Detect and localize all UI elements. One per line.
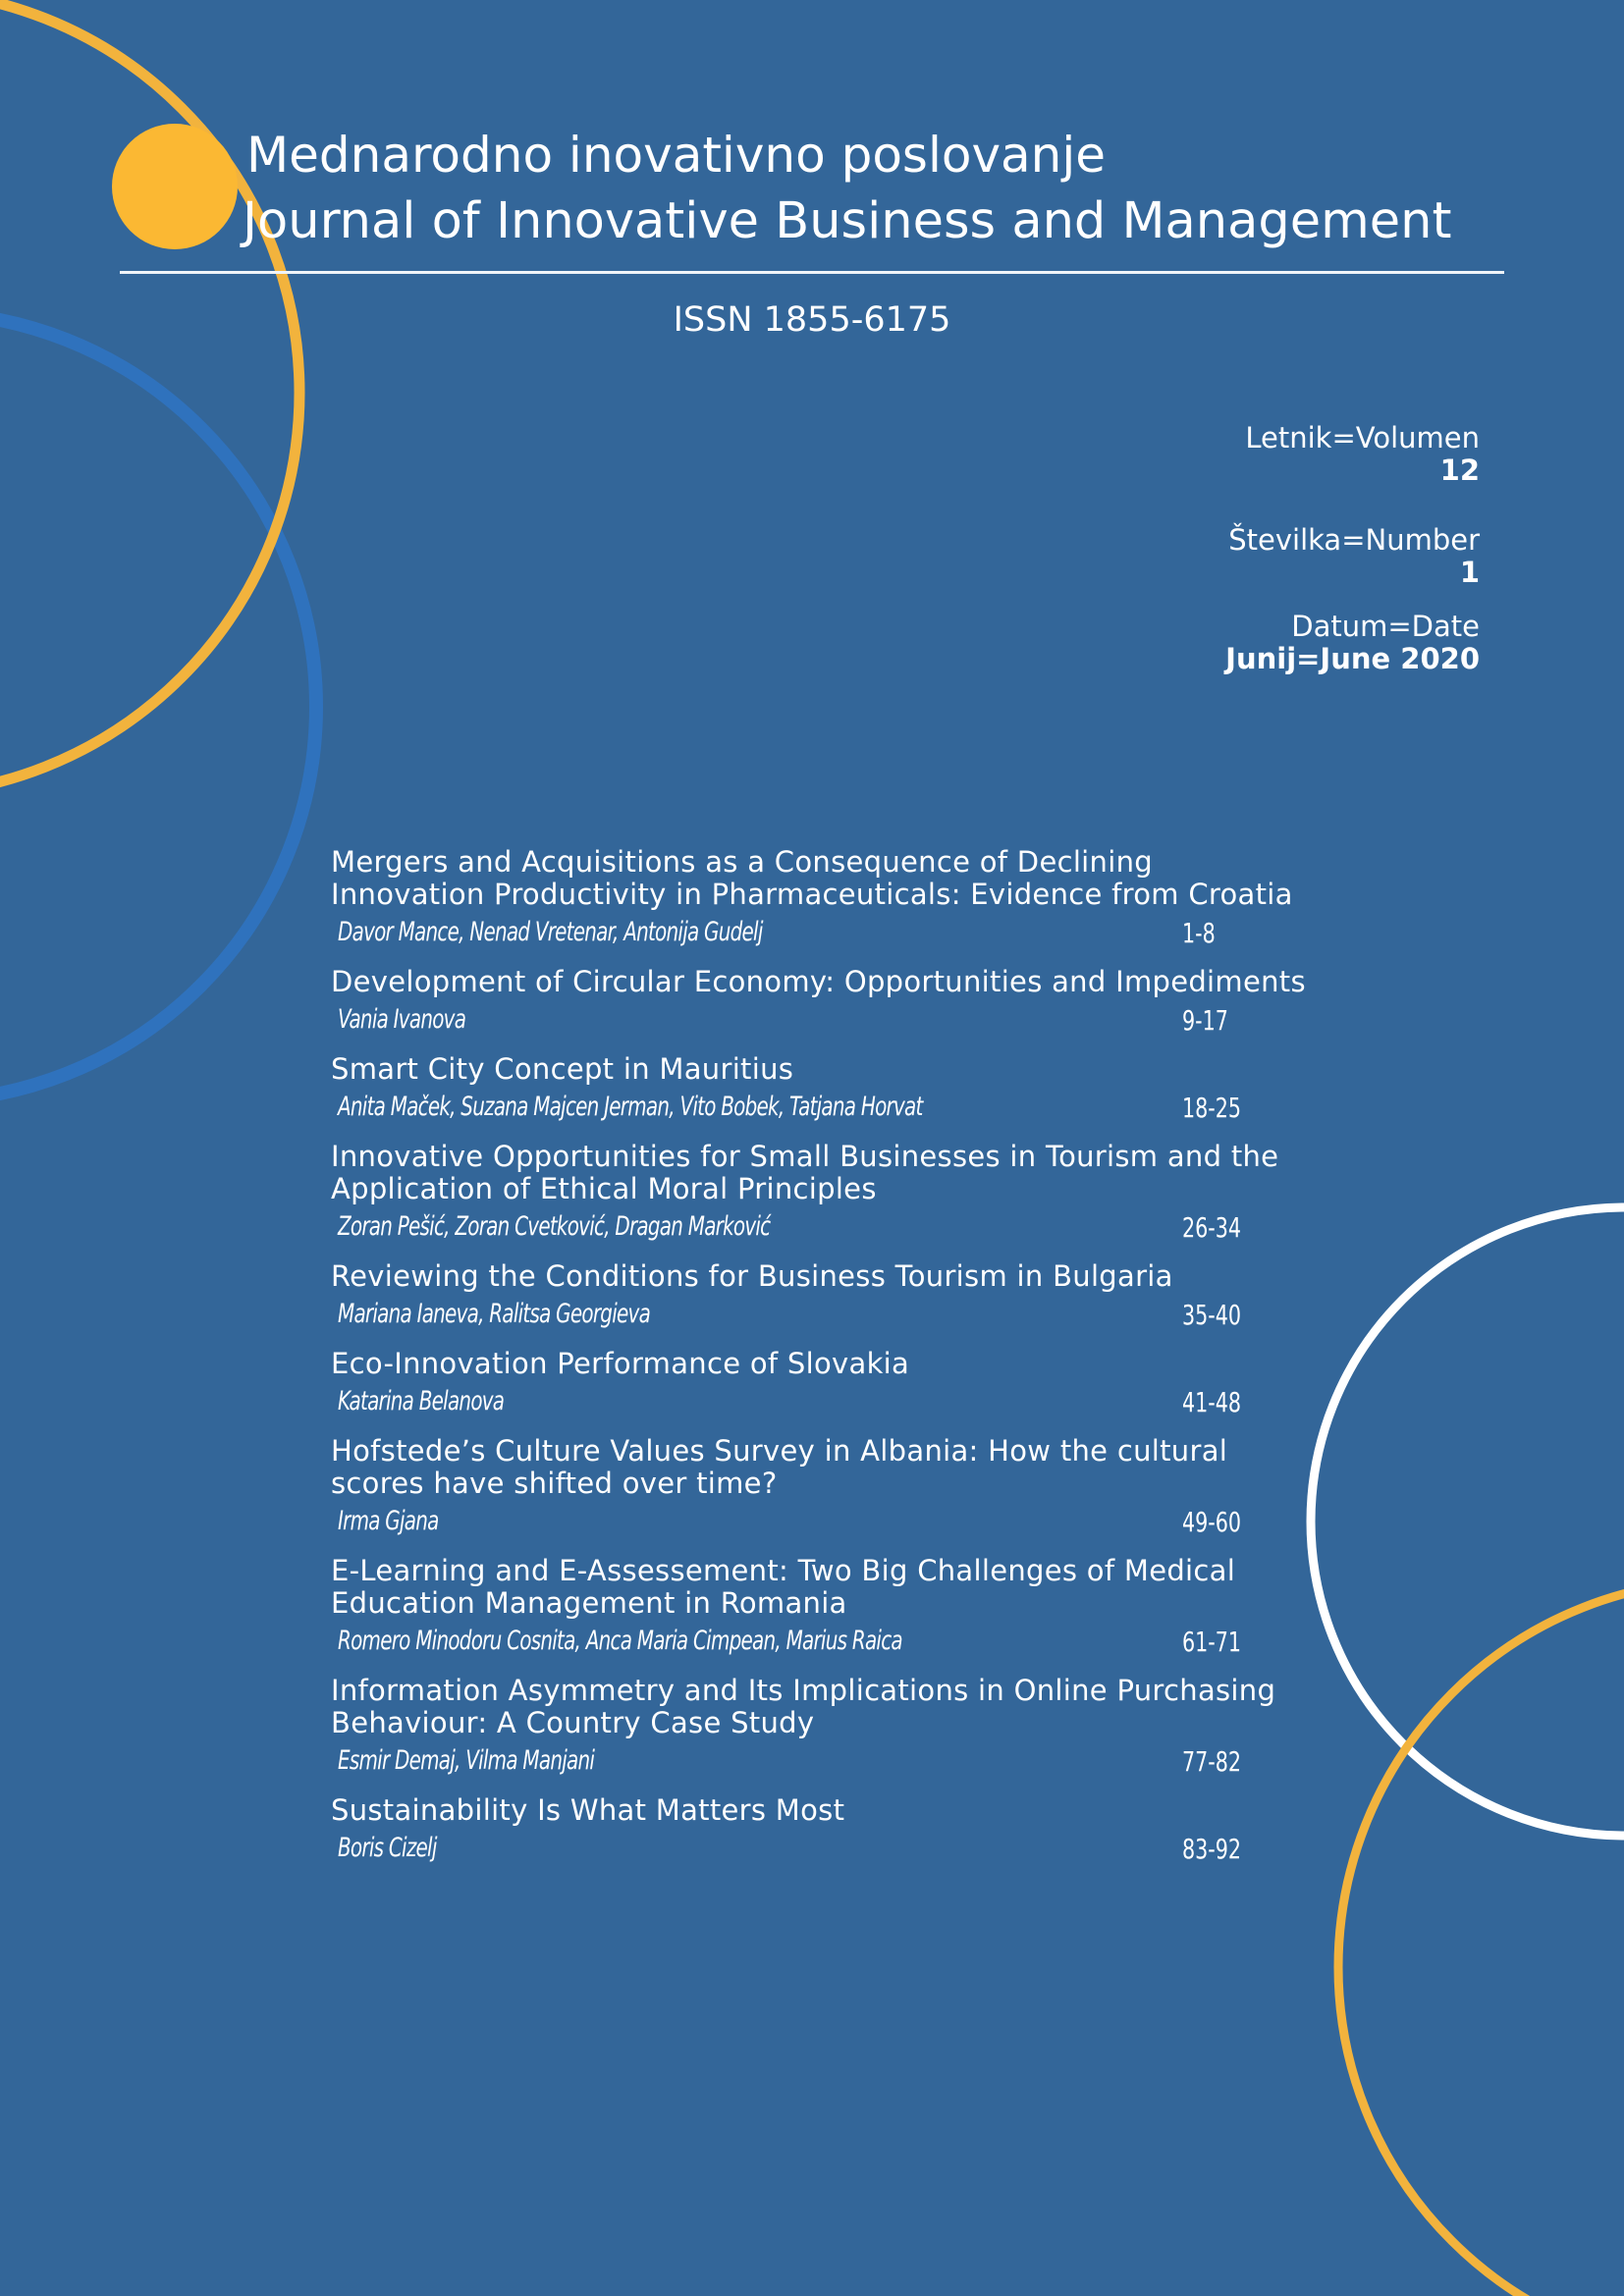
toc-entry (331, 846, 1313, 954)
title-divider (120, 271, 1504, 274)
issn: ISSN 1855-6175 (673, 300, 951, 340)
article-pages: 1-8 (1182, 917, 1216, 949)
toc-entry (331, 1260, 1313, 1336)
article-title: Innovative Opportunities for Small Businesses in Tourism and the Application of Ethical Moral Principles (331, 1140, 1279, 1205)
volume-block (1245, 422, 1480, 487)
journal-title-english: Journal of Innovative Business and Management (243, 192, 1452, 250)
toc-entry (331, 966, 1313, 1041)
date-label: Datum=Date (1291, 610, 1480, 643)
article-authors: Irma Gjana (338, 1506, 439, 1536)
article-title: Reviewing the Conditions for Business Tourism in Bulgaria (331, 1259, 1173, 1293)
article-pages: 41-48 (1182, 1386, 1242, 1418)
article-pages: 49-60 (1182, 1506, 1242, 1538)
article-authors: Anita Maček, Suzana Majcen Jerman, Vito Bobek, Tatjana Horvat (338, 1092, 923, 1122)
article-authors: Mariana Ianeva, Ralitsa Georgieva (338, 1299, 651, 1329)
number-value: 1 (1459, 556, 1480, 589)
article-title: Eco-Innovation Performance of Slovakia (331, 1347, 910, 1380)
article-authors: Davor Mance, Nenad Vretenar, Antonija Gudelj (338, 917, 763, 947)
number-label: Številka=Number (1228, 523, 1480, 557)
article-title: Information Asymmetry and Its Implications in Online Purchasing Behaviour: A Country Case Study (331, 1674, 1276, 1739)
toc-entry (331, 1435, 1313, 1543)
article-pages: 77-82 (1182, 1745, 1242, 1778)
yellow-arc-left (0, 0, 299, 795)
toc-entry (331, 1053, 1313, 1129)
article-title: E-Learning and E-Assessement: Two Big Challenges of Medical Education Management in Romania (331, 1554, 1236, 1620)
number-block (1228, 524, 1480, 589)
article-authors: Vania Ivanova (338, 1004, 466, 1035)
journal-title-slovene: Mednarodno inovativno poslovanje (246, 127, 1107, 184)
journal-title (243, 122, 1451, 255)
blue-arc-left (0, 312, 316, 1101)
article-authors: Zoran Pešić, Zoran Cvetković, Dragan Marković (338, 1211, 771, 1242)
volume-label: Letnik=Volumen (1245, 421, 1480, 454)
table-of-contents (331, 846, 1313, 1882)
toc-entry (331, 1141, 1313, 1249)
article-pages: 35-40 (1182, 1299, 1242, 1331)
article-title: Development of Circular Economy: Opportunities and Impediments (331, 965, 1306, 998)
toc-entry (331, 1675, 1313, 1783)
article-title: Hofstede’s Culture Values Survey in Albania: How the cultural scores have shifted over time? (331, 1434, 1228, 1500)
article-pages: 26-34 (1182, 1211, 1242, 1244)
toc-entry (331, 1348, 1313, 1423)
article-authors: Romero Minodoru Cosnita, Anca Maria Cimpean, Marius Raica (338, 1626, 902, 1656)
article-pages: 61-71 (1182, 1626, 1242, 1658)
toc-entry (331, 1794, 1313, 1870)
article-pages: 18-25 (1182, 1092, 1242, 1124)
article-pages: 9-17 (1182, 1004, 1228, 1037)
date-block (1225, 611, 1480, 675)
article-pages: 83-92 (1182, 1833, 1242, 1865)
date-value: Junij=June 2020 (1225, 642, 1480, 675)
article-title: Smart City Concept in Mauritius (331, 1052, 794, 1086)
toc-entry (331, 1555, 1313, 1663)
logo-circle (112, 124, 238, 249)
article-title: Mergers and Acquisitions as a Consequence of Declining Innovation Productivity in Pharmaceuticals: Evidence from Croatia (331, 845, 1293, 911)
yellow-arc-right (1338, 1580, 1624, 2296)
article-authors: Boris Cizelj (338, 1833, 437, 1863)
white-arc-right (1311, 1207, 1624, 1836)
article-title: Sustainability Is What Matters Most (331, 1793, 845, 1827)
volume-value: 12 (1439, 454, 1480, 487)
article-authors: Katarina Belanova (338, 1386, 505, 1416)
article-authors: Esmir Demaj, Vilma Manjani (338, 1745, 595, 1776)
